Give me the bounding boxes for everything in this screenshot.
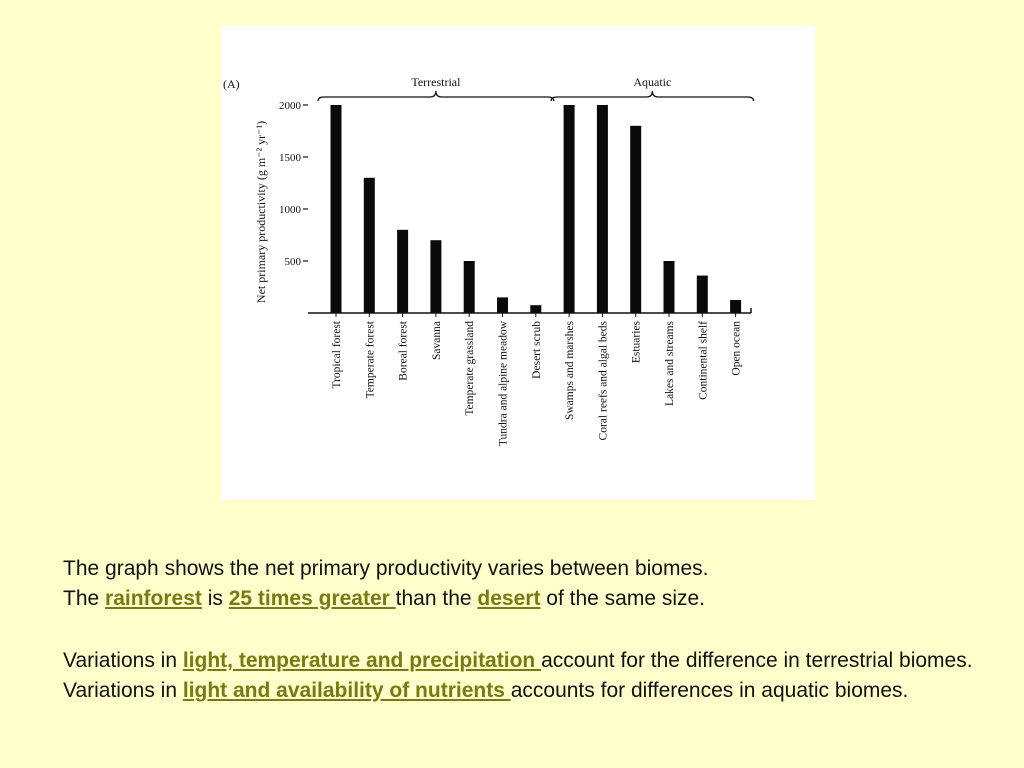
- chart-figure: [221, 25, 815, 500]
- bar: [664, 261, 675, 313]
- variations-text-2: account for the difference in terrestrial biomes. Variations in: [63, 649, 979, 702]
- x-tick-label: Temperate grassland: [464, 321, 477, 416]
- group-label: Aquatic: [633, 75, 672, 89]
- x-tick-label: Tundra and alpine meadow: [497, 321, 510, 447]
- variations-paragraph: [63, 646, 993, 706]
- y-axis-ticks: [279, 100, 308, 268]
- x-axis-labels: [331, 313, 743, 446]
- y-tick-label: 1000: [279, 204, 301, 216]
- group-label: Terrestrial: [411, 75, 461, 89]
- x-tick-label: Open ocean: [730, 321, 743, 376]
- y-tick-label: 500: [284, 256, 301, 268]
- bar: [597, 105, 608, 313]
- bar: [364, 178, 375, 313]
- bar: [497, 297, 508, 313]
- group-brace: [318, 91, 554, 101]
- comparison-text-3: than the: [395, 587, 478, 610]
- y-tick-label: 2000: [279, 100, 301, 112]
- variations-text-3: accounts for differences in aquatic biomes.: [510, 679, 909, 702]
- x-tick-label: Temperate forest: [364, 321, 377, 399]
- group-braces: [318, 75, 754, 101]
- bar: [564, 105, 575, 313]
- x-tick-label: Continental shelf: [697, 321, 710, 400]
- intro-line: The graph shows the net primary productivity varies between biomes.: [63, 557, 709, 580]
- bar: [331, 105, 342, 313]
- y-tick-label: 1500: [279, 152, 301, 164]
- variations-text-1: Variations in: [63, 649, 183, 672]
- comparison-text-1: The: [63, 587, 106, 610]
- x-tick-label: Savanna: [430, 321, 443, 360]
- x-tick-label: Coral reefs and algal beds: [597, 321, 610, 441]
- bar: [397, 230, 408, 313]
- comparison-line: [63, 584, 993, 614]
- bar: [630, 126, 641, 313]
- comparison-text-2: is: [201, 587, 229, 610]
- comparison-text-4: of the same size.: [540, 587, 706, 610]
- x-tick-label: Desert scrub: [530, 321, 543, 379]
- bar: [464, 261, 475, 313]
- bar: [430, 240, 441, 313]
- aquatic-factors-highlight: light and availability of nutrients: [182, 679, 511, 702]
- group-brace: [551, 91, 754, 101]
- times-greater-highlight: 25 times greater: [228, 587, 396, 610]
- x-tick-label: Tropical forest: [331, 321, 343, 389]
- x-tick-label: Boreal forest: [397, 321, 410, 381]
- panel-label: (A): [223, 77, 240, 91]
- rainforest-highlight: rainforest: [105, 587, 202, 610]
- desert-highlight: desert: [477, 587, 541, 610]
- bar: [730, 300, 741, 313]
- x-tick-label: Lakes and streams: [664, 321, 676, 406]
- y-axis-label: Net primary productivity (g m⁻² yr⁻¹): [254, 120, 268, 304]
- explanation-text: [63, 554, 993, 706]
- bar-chart: [221, 25, 815, 500]
- terrestrial-factors-highlight: light, temperature and precipitation: [182, 649, 542, 672]
- bar: [697, 276, 708, 313]
- bars: [331, 105, 742, 313]
- bar: [530, 305, 541, 313]
- x-tick-label: Swamps and marshes: [564, 321, 577, 421]
- x-tick-label: Estuaries: [630, 321, 643, 364]
